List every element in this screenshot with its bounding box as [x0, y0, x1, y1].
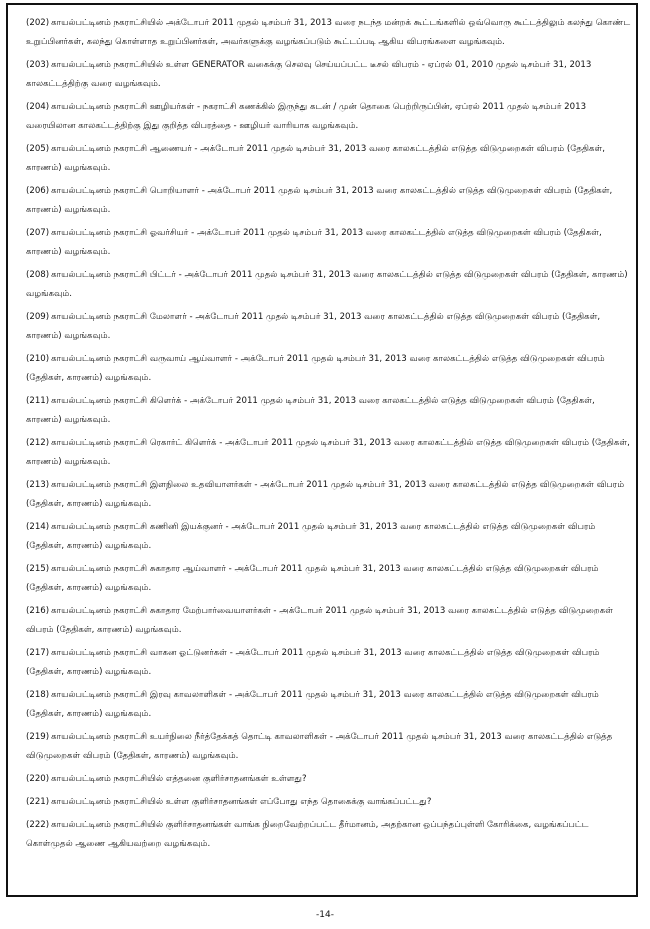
list-item — [26, 182, 632, 220]
item-text: காயல்பட்டினம் நகராட்சி ரெகார்ட் கிளெர்க் - அக்டோபர் 2011 முதல் டிசம்பர் 31, 2013 வரை காலகட்டத்தில் எடுத்த விடுமுறைகள் விபரம் (தேதிகள், காரணம்) வழங்கவும். — [26, 438, 630, 467]
item-number: (210) — [26, 354, 50, 364]
item-text: காயல்பட்டினம் நகராட்சி இரவு காவலாளிகள் - அக்டோபர் 2011 முதல் டிசம்பர் 31, 2013 வரை காலகட்டத்தில் எடுத்த விடுமுறைகள் விபரம் (தேதிகள், காரணம்) வழங்கவும். — [26, 690, 599, 719]
item-number: (209) — [26, 312, 50, 322]
item-text: காயல்பட்டினம் நகராட்சி கணினி இயக்குனர் - அக்டோபர் 2011 முதல் டிசம்பர் 31, 2013 வரை காலகட்டத்தில் எடுத்த விடுமுறைகள் விபரம் (தேதிகள், காரணம்) வழங்கவும். — [26, 522, 596, 551]
item-text: காயல்பட்டினம் நகராட்சி உயர்நிலை நீர்த்தேக்கத் தொட்டி காவலாளிகள் - அக்டோபர் 2011 முதல் டிசம்பர் 31, 2013 வரை காலகட்டத்தில் எடுத்த விடுமுறைகள் விபரம் (தேதிகள், காரணம்) வழங்கவும். — [26, 732, 613, 761]
item-number: (219) — [26, 732, 50, 742]
item-number: (221) — [26, 797, 50, 807]
item-number: (213) — [26, 480, 50, 490]
item-number: (214) — [26, 522, 50, 532]
item-number: (202) — [26, 18, 50, 28]
list-item — [26, 816, 632, 854]
list-item — [26, 434, 632, 472]
item-number: (206) — [26, 186, 50, 196]
list-item — [26, 644, 632, 682]
list-item — [26, 518, 632, 556]
item-text: காயல்பட்டினம் நகராட்சியில் உள்ள GENERATOR வகைக்கு செலவு செய்யப்பட்ட டீசல் விபரம் - ஏப்ரல் 01, 2010 முதல் டிசம்பர் 31, 2013 காலகட்டத்திற்கு வரை வழங்கவும். — [26, 60, 592, 89]
list-item — [26, 266, 632, 304]
item-number: (208) — [26, 270, 50, 280]
item-text: காயல்பட்டினம் நகராட்சி வாகன ஓட்டுனர்கள் - அக்டோபர் 2011 முதல் டிசம்பர் 31, 2013 வரை காலகட்டத்தில் எடுத்த விடுமுறைகள் விபரம் (தேதிகள், காரணம்) வழங்கவும். — [26, 648, 600, 677]
item-text: காயல்பட்டினம் நகராட்சி சுகாதார ஆய்வாளர் - அக்டோபர் 2011 முதல் டிசம்பர் 31, 2013 வரை காலகட்டத்தில் எடுத்த விடுமுறைகள் விபரம் (தேதிகள், காரணம்) வழங்கவும். — [26, 564, 599, 593]
item-text: காயல்பட்டினம் நகராட்சியில் குளிர்சாதனங்கள் வாங்க நிறைவேற்றப்பட்ட தீர்மானம், அதற்கான ஒப்பந்தப்புள்ளி கோரிக்கை, வழங்கப்பட்ட கொள்முதல் ஆணை ஆகியவற்றை வழங்கவும். — [26, 820, 589, 849]
question-list — [26, 14, 632, 858]
page-number: -14- — [316, 910, 334, 920]
list-item — [26, 350, 632, 388]
list-item — [26, 56, 632, 94]
list-item — [26, 14, 632, 52]
item-number: (211) — [26, 396, 50, 406]
item-number: (215) — [26, 564, 50, 574]
list-item — [26, 686, 632, 724]
page-border — [6, 3, 638, 897]
item-text: காயல்பட்டினம் நகராட்சியில் உள்ள குளிர்சாதனங்கள் எப்போது எந்த தொகைக்கு வாங்கப்பட்டது? — [51, 797, 432, 807]
list-item — [26, 560, 632, 598]
item-number: (216) — [26, 606, 50, 616]
list-item — [26, 308, 632, 346]
item-number: (218) — [26, 690, 50, 700]
list-item — [26, 476, 632, 514]
item-number: (203) — [26, 60, 50, 70]
item-text: காயல்பட்டினம் நகராட்சி இளநிலை உதவியாளர்கள் - அக்டோபர் 2011 முதல் டிசம்பர் 31, 2013 வரை காலகட்டத்தில் எடுத்த விடுமுறைகள் விபரம் (தேதிகள், காரணம்) வழங்கவும். — [26, 480, 625, 509]
list-item — [26, 224, 632, 262]
item-text: காயல்பட்டினம் நகராட்சி ஆணையர் - அக்டோபர் 2011 முதல் டிசம்பர் 31, 2013 வரை காலகட்டத்தில் எடுத்த விடுமுறைகள் விபரம் (தேதிகள், காரணம்) வழங்கவும். — [26, 144, 606, 173]
item-text: காயல்பட்டினம் நகராட்சி பொறியாளர் - அக்டோபர் 2011 முதல் டிசம்பர் 31, 2013 வரை காலகட்டத்தில் எடுத்த விடுமுறைகள் விபரம் (தேதிகள், காரணம்) வழங்கவும். — [26, 186, 613, 215]
list-item — [26, 140, 632, 178]
list-item — [26, 793, 632, 812]
item-number: (205) — [26, 144, 50, 154]
item-number: (204) — [26, 102, 50, 112]
item-number: (217) — [26, 648, 50, 658]
item-number: (207) — [26, 228, 50, 238]
item-text: காயல்பட்டினம் நகராட்சி கிளெர்க் - அக்டோபர் 2011 முதல் டிசம்பர் 31, 2013 வரை காலகட்டத்தில் எடுத்த விடுமுறைகள் விபரம் (தேதிகள், காரணம்) வழங்கவும். — [26, 396, 595, 425]
list-item — [26, 728, 632, 766]
item-text: காயல்பட்டினம் நகராட்சி பிட்டர் - அக்டோபர் 2011 முதல் டிசம்பர் 31, 2013 வரை காலகட்டத்தில் எடுத்த விடுமுறைகள் விபரம் (தேதிகள், காரணம்) வழங்கவும். — [26, 270, 628, 299]
item-text: காயல்பட்டினம் நகராட்சி மேலாளர் - அக்டோபர் 2011 முதல் டிசம்பர் 31, 2013 வரை காலகட்டத்தில் எடுத்த விடுமுறைகள் விபரம் (தேதிகள், காரணம்) வழங்கவும். — [26, 312, 601, 341]
item-text: காயல்பட்டினம் நகராட்சி வருவாய் ஆய்வாளர் - அக்டோபர் 2011 முதல் டிசம்பர் 31, 2013 வரை காலகட்டத்தில் எடுத்த விடுமுறைகள் விபரம் (தேதிகள், காரணம்) வழங்கவும். — [26, 354, 605, 383]
list-item — [26, 770, 632, 789]
list-item — [26, 392, 632, 430]
list-item — [26, 98, 632, 136]
item-text: காயல்பட்டினம் நகராட்சியில் எத்தனை குளிர்சாதனங்கள் உள்ளது? — [51, 774, 307, 784]
item-number: (222) — [26, 820, 50, 830]
item-text: காயல்பட்டினம் நகராட்சி சுகாதார மேற்பார்வையாளர்கள் - அக்டோபர் 2011 முதல் டிசம்பர் 31, 2013 வரை காலகட்டத்தில் எடுத்த விடுமுறைகள் விபரம் (தேதிகள், காரணம்) வழங்கவும். — [26, 606, 613, 635]
item-number: (220) — [26, 774, 50, 784]
item-number: (212) — [26, 438, 50, 448]
item-text: காயல்பட்டினம் நகராட்சி ஊழியர்கள் - நகராட்சி கணக்கில் இருந்து கடன் / முன் தொகை பெற்றிருப்பின், ஏப்ரல் 2011 முதல் டிசம்பர் 2013 வரையிலான காலகட்டத்திற்கு இது குறித்த விபரத்தை - ஊழியர் வாரியாக வழங்கவும். — [26, 102, 587, 131]
item-text: காயல்பட்டினம் நகராட்சியில் அக்டோபர் 2011 முதல் டிசம்பர் 31, 2013 வரை நடந்த மன்றக் கூட்டங்களில் ஒவ்வொரு கூட்டத்திலும் கலந்து கொண்ட உறுப்பினர்கள், கலந்து கொள்ளாத உறுப்பினர்கள், அவர்களுக்கு வழங்கப்படும் கூட்டப்படி ஆகிய விபரங்களை வழங்கவும். — [26, 18, 631, 47]
item-text: காயல்பட்டினம் நகராட்சி ஓவர்சியர் - அக்டோபர் 2011 முதல் டிசம்பர் 31, 2013 வரை காலகட்டத்தில் எடுத்த விடுமுறைகள் விபரம் (தேதிகள், காரணம்) வழங்கவும். — [26, 228, 602, 257]
list-item — [26, 602, 632, 640]
